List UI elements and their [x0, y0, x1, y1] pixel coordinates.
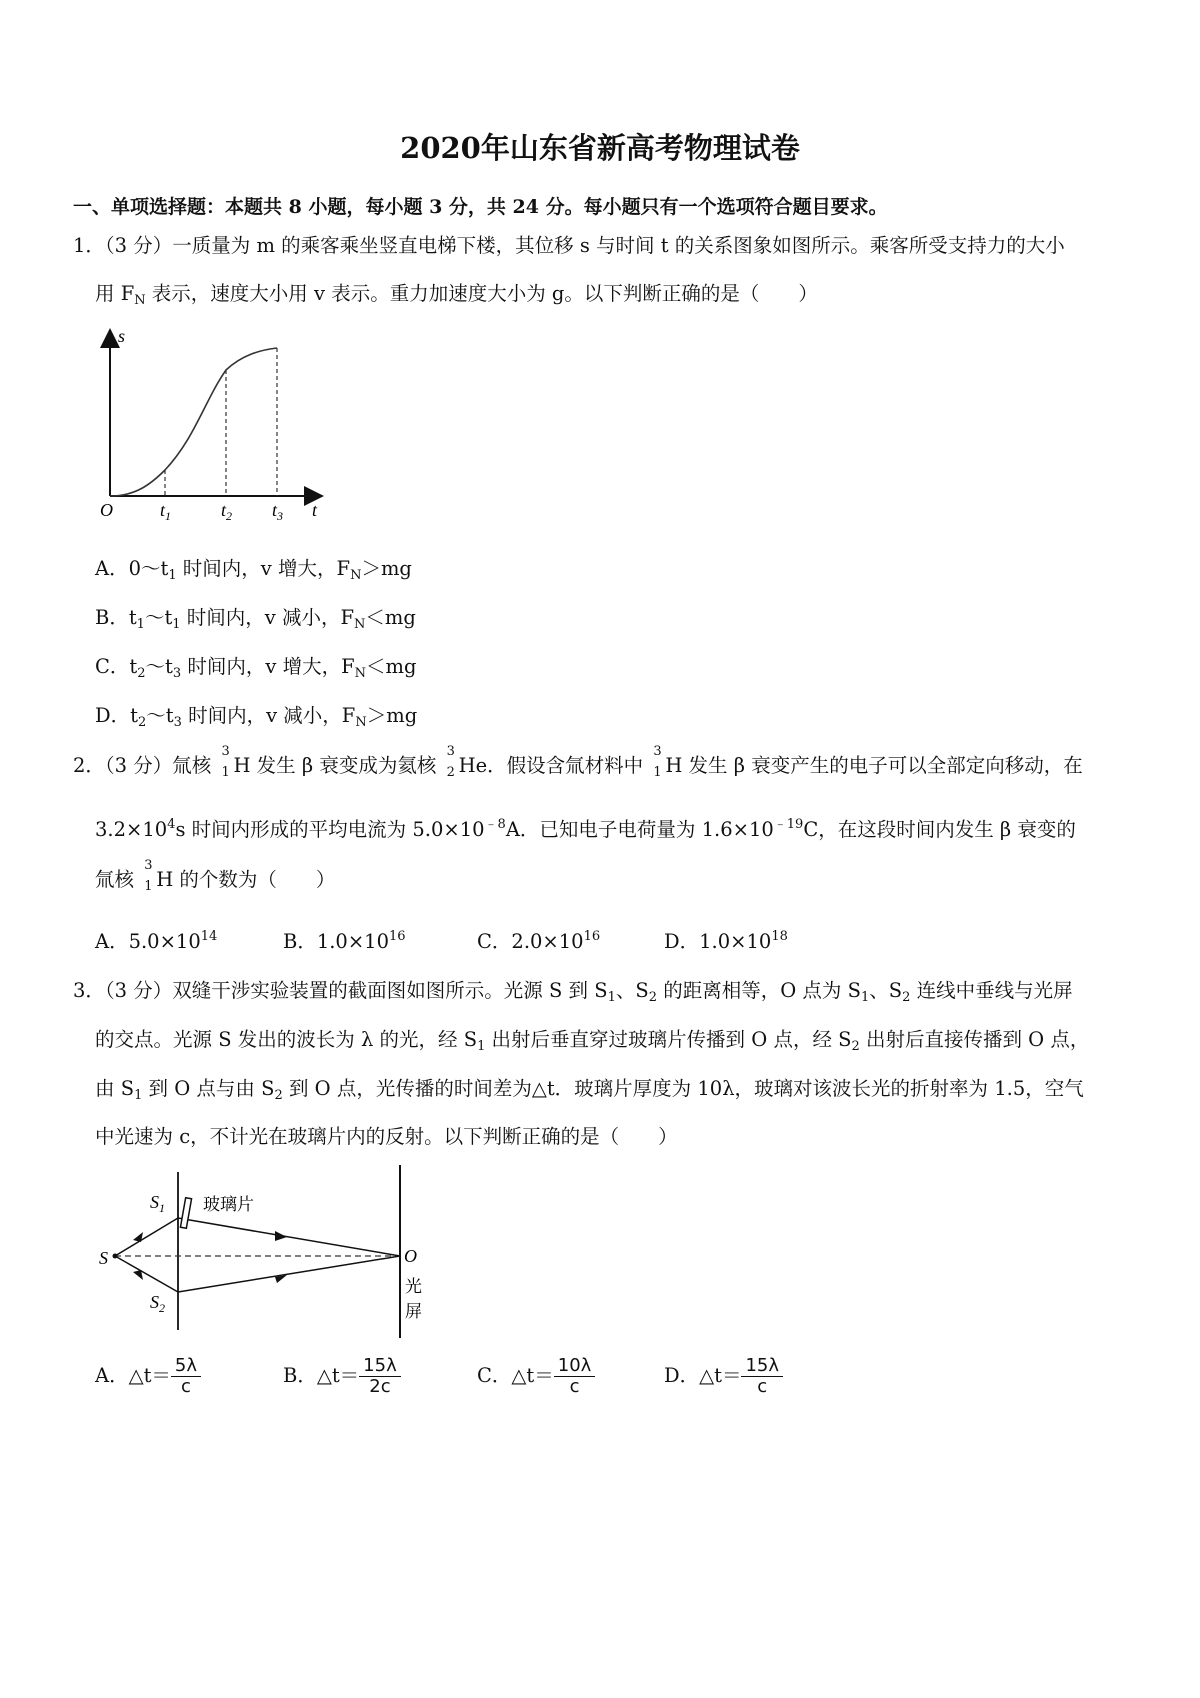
- q3-double-slit-diagram: [95, 1160, 455, 1340]
- q2-option-b[interactable]: B．$1.0\times 10^{16}$: [283, 929, 406, 953]
- origin-label: O: [100, 500, 113, 520]
- q2-line-1: 2．（3 分）氚核 3 1 H 发生 β 衰变成为氦核 3 2 He．假设含氚材料中 3 1 H 发生 β 衰变产生的电子可以全部定向移动，在: [73, 744, 1083, 780]
- t2-label: $t_2$: [221, 500, 233, 523]
- fraction: $\frac{15\lambda}{c}$: [741, 1356, 783, 1397]
- q3-line-1: 3．（3 分）双缝干涉实验装置的截面图如图所示。光源 S 到 $S_1$、$S_2$ 的距离相等，O 点为 $S_1$、$S_2$ 连线中垂线与光屏: [73, 979, 1073, 1005]
- q1-s-t-graph: [90, 320, 340, 530]
- ray-s-s2: [115, 1256, 178, 1292]
- fraction: $\frac{10\lambda}{c}$: [554, 1356, 596, 1397]
- q2-line-2: $3.2\times 10^4s$ 时间内形成的平均电流为 $5.0\times 10^{﹣8}A$．已知电子电荷量为 $1.6\times 10^{﹣19}C$，在这段时间内发生 β 衰变的: [95, 817, 1076, 841]
- ray-s1-o: [178, 1218, 400, 1256]
- fraction: $\frac{15\lambda}{2c}$: [359, 1356, 401, 1397]
- q1-line-2: 用 $F_N$ 表示，速度大小用 v 表示。重力加速度大小为 g。以下判断正确的是（ ）: [95, 282, 818, 308]
- s-t-curve: [110, 348, 277, 496]
- q3-line-3: 由 $S_1$ 到 O 点与由 $S_2$ 到 O 点，光传播的时间差为△t．玻璃片厚度为 10λ，玻璃对该波长光的折射率为 1.5，空气: [95, 1077, 1084, 1103]
- q3-option-c[interactable]: C．△t＝ $\frac{10\lambda}{c}$: [477, 1356, 595, 1397]
- q1-option-c[interactable]: C．$t_2\sim t_3$ 时间内，v 增大，$F_N<mg$: [95, 655, 417, 681]
- page-title: 2020年山东省新高考物理试卷: [400, 131, 800, 165]
- t1-label: $t_1$: [160, 500, 172, 523]
- q3-option-d[interactable]: D．△t＝ $\frac{15\lambda}{c}$: [664, 1356, 783, 1397]
- s-label: S: [99, 1248, 108, 1268]
- q1-option-a[interactable]: A．$0\sim t_1$ 时间内，v 增大，$F_N>mg$: [95, 557, 412, 583]
- ray-s-s1: [115, 1218, 178, 1256]
- tritium-notation: 3 1: [653, 744, 662, 780]
- t-axis-label: t: [312, 500, 318, 520]
- q1-line-1: 1．（3 分）一质量为 m 的乘客乘坐竖直电梯下楼，其位移 s 与时间 t 的关系图象如图所示。乘客所受支持力的大小: [73, 234, 1065, 257]
- screen-label-2: 屏: [405, 1302, 422, 1322]
- q2-option-a[interactable]: A．$5.0\times 10^{14}$: [95, 929, 218, 953]
- s1-label: $S_1$: [150, 1192, 165, 1215]
- helium-notation: 3 2: [446, 744, 455, 780]
- s-axis-label: s: [118, 326, 126, 346]
- q3-line-4: 中光速为 c，不计光在玻璃片内的反射。以下判断正确的是（ ）: [95, 1125, 678, 1148]
- q3-option-a[interactable]: A．△t＝ $\frac{5\lambda}{c}$: [95, 1356, 201, 1397]
- q2-option-d[interactable]: D．$1.0\times 10^{18}$: [664, 929, 788, 953]
- q2-line-3: 氚核 3 1 H 的个数为（ ）: [95, 858, 336, 894]
- s2-label: $S_2$: [150, 1292, 165, 1315]
- section-heading: 一、单项选择题：本题共 8 小题，每小题 3 分，共 24 分。每小题只有一个选项符合题目要求。: [73, 196, 888, 218]
- ray-s2-o: [178, 1256, 400, 1292]
- q2-option-c[interactable]: C．$2.0\times 10^{16}$: [477, 929, 601, 953]
- t3-label: $t_3$: [272, 500, 284, 523]
- glass-plate: [180, 1198, 191, 1229]
- o-label: O: [404, 1246, 417, 1266]
- fraction: $\frac{5\lambda}{c}$: [171, 1356, 201, 1397]
- q3-option-b[interactable]: B．△t＝ $\frac{15\lambda}{2c}$: [283, 1356, 401, 1397]
- q3-line-2: 的交点。光源 S 发出的波长为 λ 的光，经 $S_1$ 出射后垂直穿过玻璃片传播到 O 点，经 $S_2$ 出射后直接传播到 O 点，: [95, 1028, 1090, 1054]
- q1-option-b[interactable]: B．$t_1\sim t_1$ 时间内，v 减小，$F_N<mg$: [95, 606, 416, 632]
- tritium-notation: 3 1: [144, 858, 153, 894]
- screen-label-1: 光: [405, 1277, 422, 1297]
- q1-option-d[interactable]: D．$t_2\sim t_3$ 时间内，v 减小，$F_N>mg$: [95, 704, 418, 730]
- glass-label: 玻璃片: [203, 1195, 254, 1215]
- tritium-notation: 3 1: [221, 744, 230, 780]
